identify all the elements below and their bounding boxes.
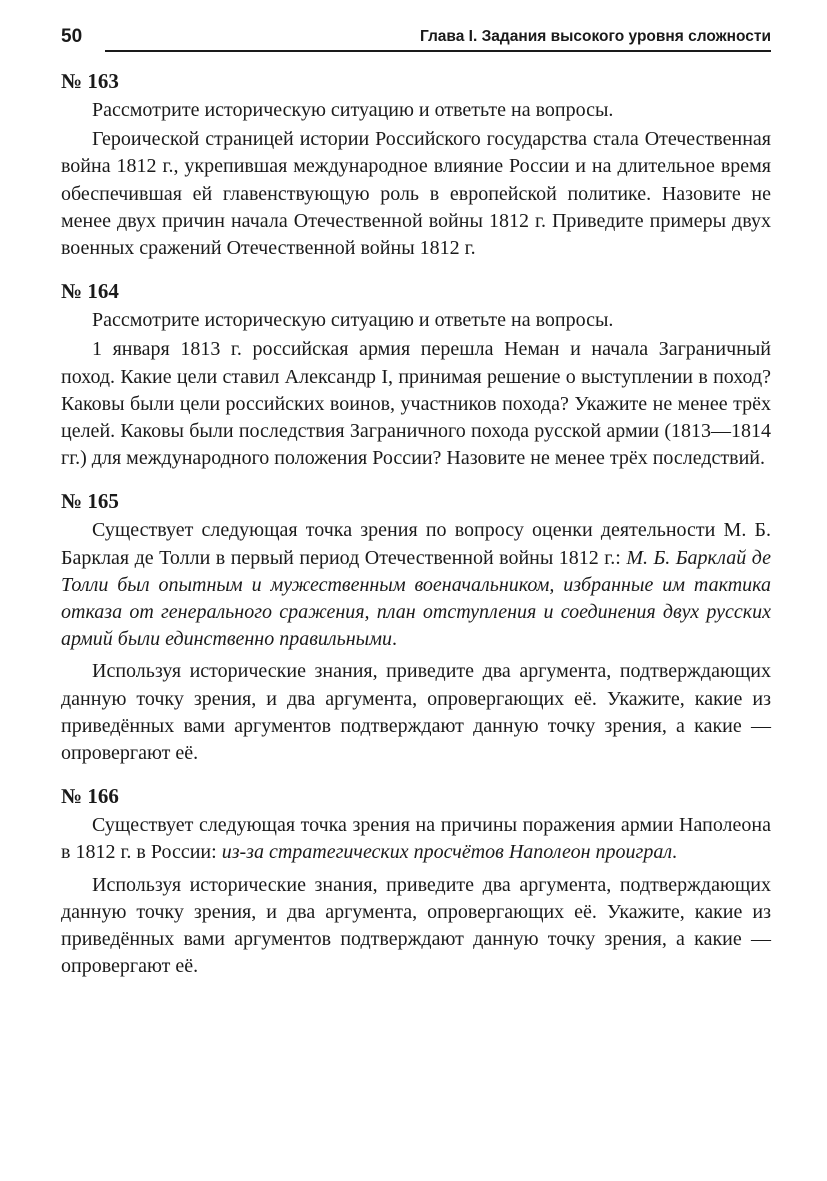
header-rule [105,50,771,52]
page-number: 50 [61,26,83,47]
task-text: 1 января 1813 г. российская армия перешла Неман и начала Заграничный поход. Какие цели ставил Александр I, принимая решение о выступлении в поход? Каковы были цели российских воинов, участников похода? Укажите не менее трёх целей. Каковы были последствия Заграничного похода русской армии (1813—1814 гг.) для международного положения России? Назовите не менее трёх последствий. [61,338,771,470]
task-instruction: Рассмотрите историческую ситуацию и ответьте на вопросы. [92,99,614,121]
book-page [61,22,771,985]
task-166 [61,783,771,980]
viewpoint-intro: Существует следующая точка зрения на причины поражения армии Наполеона в 1812 г. в России: [61,814,771,864]
task-text: Используя исторические знания, приведите два аргумента, подтверждающих данную точку зрения, и два аргумента, опровергающих её. Укажите, какие из приведённых вами аргументов подтверждают данную точку зрения, а какие — опровергают её. [61,660,771,765]
viewpoint-quote: М. Б. Барклай де Толли был опытным и мужественным военачальником, избранные им тактика отказа от генерального сражения, план отступления и соединения двух русских армий были единственно правильными [61,546,772,651]
running-head: Глава I. Задания высокого уровня сложности [419,28,771,45]
task-165 [61,488,771,767]
task-viewpoint [61,812,771,866]
task-number: № 165 [61,489,119,514]
task-number: № 164 [61,279,119,304]
task-163 [61,68,771,262]
viewpoint-end: . [672,841,678,864]
task-164 [61,278,771,472]
task-viewpoint [61,517,771,653]
task-number: № 166 [61,784,119,809]
task-text: Используя исторические знания, приведите два аргумента, подтверждающих данную точку зрения, и два аргумента, опровергающих её. Укажите, какие из приведённых вами аргументов подтверждают данную точку зрения, а какие — опровергают её. [61,873,771,978]
task-instruction: Рассмотрите историческую ситуацию и ответьте на вопросы. [92,309,614,332]
page-header [61,22,771,48]
viewpoint-intro: Существует следующая точка зрения по вопросу оценки деятельности М. Б. Барклая де Толли в первый период Отечественной войны 1812 г.: [61,519,771,569]
viewpoint-quote: из-за стратегических просчётов Наполеон проиграл [221,841,673,864]
task-text: Героической страницей истории Российского государства стала Отечественная война 1812 г., укрепившая международное влияние России и на длительное время обеспечившая ей главенствующую роль в европейской политике. Назовите не менее двух причин начала Отечественной войны 1812 г. Приведите примеры двух военных сражений Отечественной войны 1812 г. [61,128,771,260]
task-number: № 163 [61,69,119,93]
viewpoint-end: . [391,628,397,651]
